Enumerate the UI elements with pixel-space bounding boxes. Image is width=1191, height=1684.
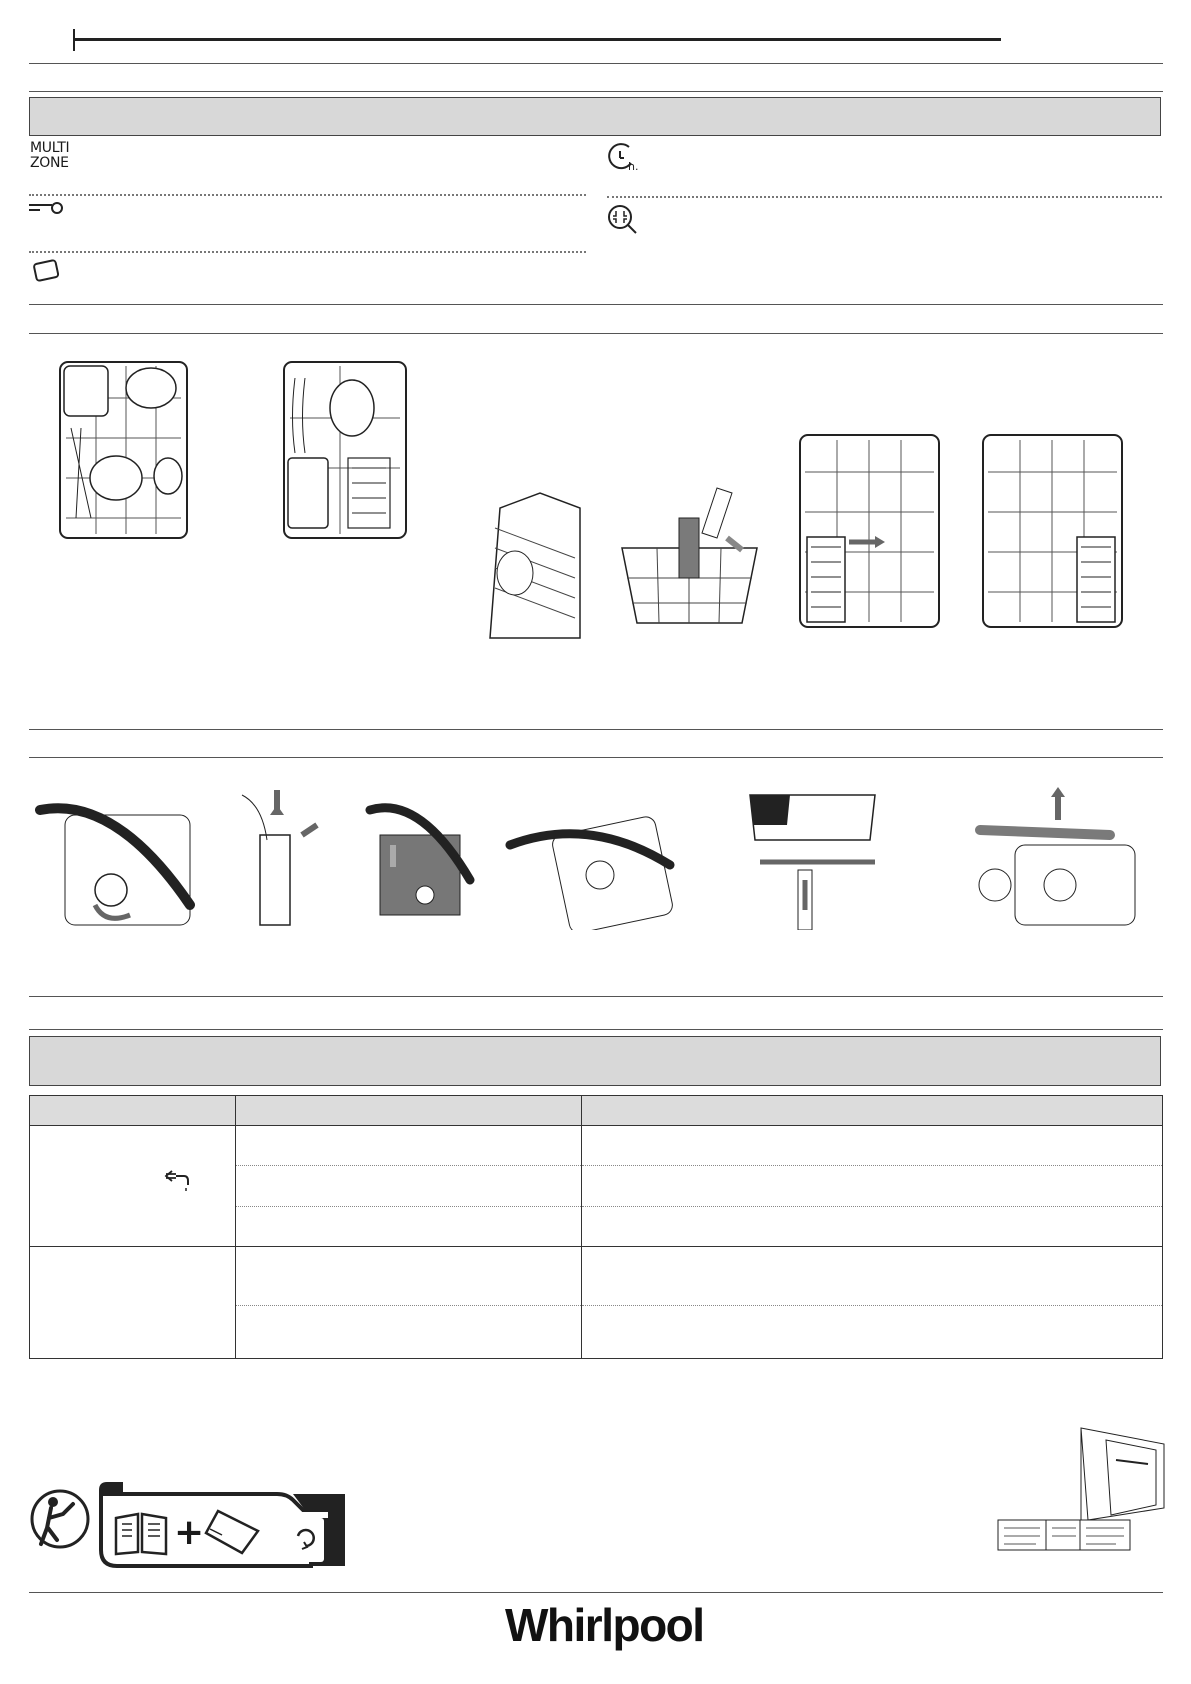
cause-cell: [236, 1247, 582, 1306]
search-icon: [607, 204, 639, 236]
spray-arm-4: [505, 785, 675, 930]
rack-basket-position-2: [980, 432, 1125, 632]
filter-removal-2: [222, 785, 322, 930]
multizone-line2: ZONE: [30, 155, 69, 171]
lower-rack-loaded: [56, 358, 191, 543]
key-lock-icon: [28, 200, 64, 216]
spray-arm-filter-1: [35, 785, 195, 930]
cause-cell: [236, 1126, 582, 1166]
cutlery-basket: [617, 478, 762, 628]
header-problem: [30, 1096, 236, 1126]
dotted-separator: [607, 196, 1162, 198]
spray-arm-removal-6: [970, 785, 1150, 930]
bag-icon: [202, 1505, 262, 1557]
divider: [29, 757, 1163, 758]
troubleshooting-title-band: [29, 1036, 1161, 1086]
solution-cell: [582, 1247, 1163, 1306]
tablet-icon: [32, 258, 62, 284]
divider: [29, 333, 1163, 334]
table-header-row: [30, 1096, 1163, 1126]
upper-spray-arm-5: [745, 790, 885, 930]
divider: [29, 1029, 1163, 1030]
whirlpool-logo: Whirlpool: [505, 1599, 704, 1651]
problem-cell: [30, 1126, 236, 1247]
water-tap-icon: [164, 1168, 190, 1192]
svg-text:h.: h.: [628, 160, 639, 173]
header-solution: [582, 1096, 1163, 1126]
solution-cell: [582, 1166, 1163, 1207]
divider: [29, 91, 1163, 92]
plus-icon: +: [174, 1512, 205, 1553]
multizone-icon: [30, 141, 69, 171]
solution-cell: [582, 1207, 1163, 1247]
divider: [29, 63, 1163, 64]
dotted-separator: [29, 194, 586, 196]
multizone-line1: MULTI: [30, 140, 70, 156]
rating-plate-figure: [996, 1420, 1166, 1552]
divider: [29, 304, 1163, 305]
recycle-bin-icon: [280, 1506, 334, 1566]
cause-cell: [236, 1306, 582, 1359]
divider: [29, 1592, 1163, 1593]
problem-cell: [30, 1247, 236, 1359]
divider: [29, 996, 1163, 997]
table-row: [30, 1126, 1163, 1166]
table-row: [30, 1247, 1163, 1306]
cause-cell: [236, 1207, 582, 1247]
header-cause: [236, 1096, 582, 1126]
rack-basket-position-1: [797, 432, 942, 632]
upper-rack-loaded: [280, 358, 410, 543]
manual-booklet-icon: [112, 1510, 170, 1556]
options-title-band: [29, 97, 1161, 136]
filter-plate-3: [365, 785, 475, 930]
header-rule-line: [73, 38, 1001, 41]
solution-cell: [582, 1306, 1163, 1359]
dotted-separator: [29, 251, 586, 253]
troubleshooting-table: [29, 1095, 1163, 1359]
solution-cell: [582, 1126, 1163, 1166]
cause-cell: [236, 1166, 582, 1207]
delay-start-icon: [607, 143, 641, 173]
divider: [29, 729, 1163, 730]
folding-rack-detail: [480, 488, 585, 648]
recycling-person-icon: [29, 1488, 91, 1550]
